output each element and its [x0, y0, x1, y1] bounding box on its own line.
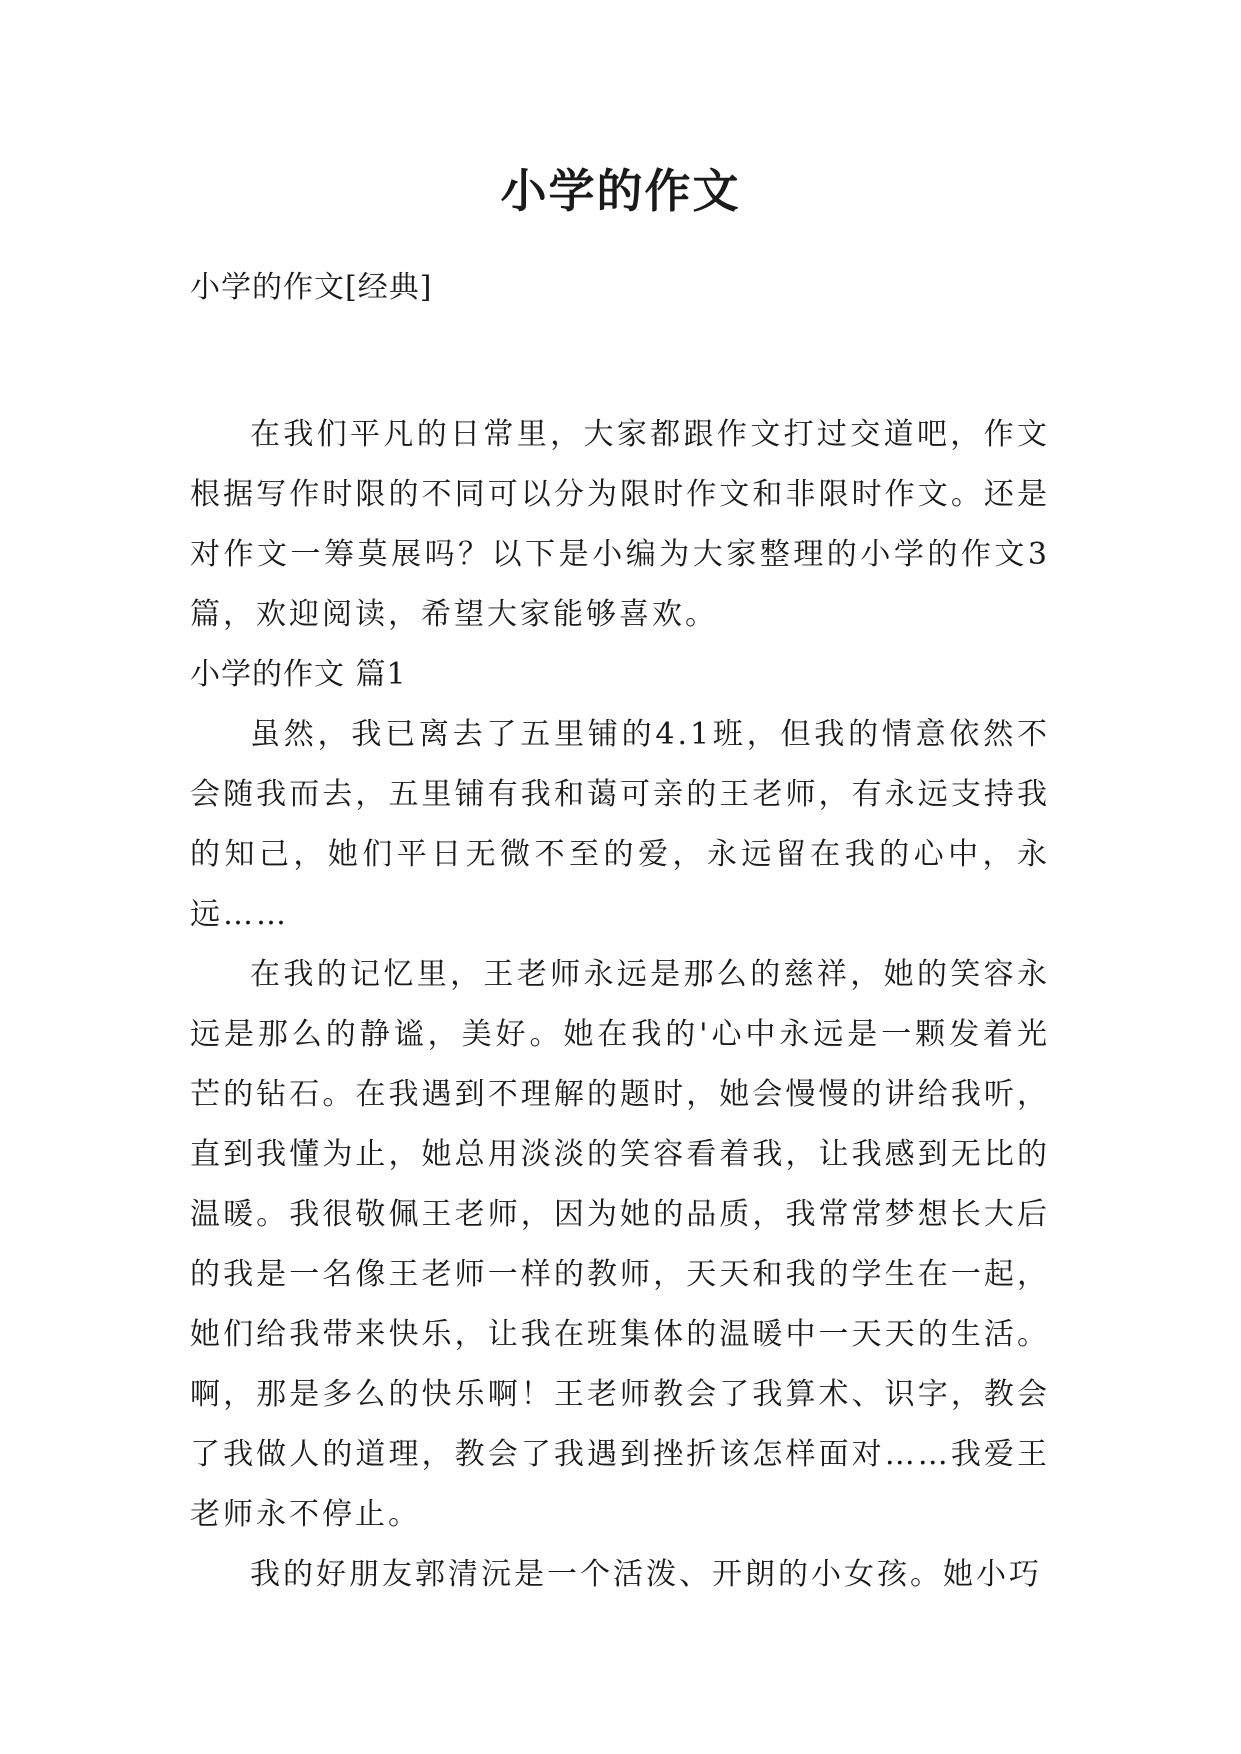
body-paragraph-1: 虽然，我已离去了五里铺的4.1班，但我的情意依然不会随我而去，五里铺有我和蔼可亲的王老师，有永远支持我的知己，她们平日无微不至的爱，永远留在我的心中，永远…… [190, 717, 1050, 932]
document-body [190, 405, 1050, 1605]
document-title: 小学的作文 [500, 164, 741, 218]
document-subtitle: 小学的作文[经典] [190, 270, 433, 305]
body-paragraph-2: 在我的记忆里，王老师永远是那么的慈祥，她的笑容永远是那么的静谧，美好。她在我的'心中永远是一颗发着光芒的钻石。在我遇到不理解的题时，她会慢慢的讲给我听，直到我懂为止，她总用淡淡的笑容看着我，让我感到无比的温暖。我很敬佩王老师，因为她的品质，我常常梦想长大后的我是一名像王老师一样的教师，天天和我的学生在一起，她们给我带来快乐，让我在班集体的温暖中一天天的生活。啊，那是多么的快乐啊！王老师教会了我算术、识字，教会了我做人的道理，教会了我遇到挫折该怎样面对……我爱王老师永不停止。 [190, 957, 1050, 1532]
body-paragraph-3: 我的好朋友郭清沅是一个活泼、开朗的小女孩。她小巧 [250, 1557, 1042, 1592]
intro-paragraph: 在我们平凡的日常里，大家都跟作文打过交道吧，作文根据写作时限的不同可以分为限时作文和非限时作文。还是对作文一筹莫展吗？以下是小编为大家整理的小学的作文3篇，欢迎阅读，希望大家能够喜欢。 [190, 417, 1050, 632]
section-heading: 小学的作文 篇1 [190, 657, 407, 692]
